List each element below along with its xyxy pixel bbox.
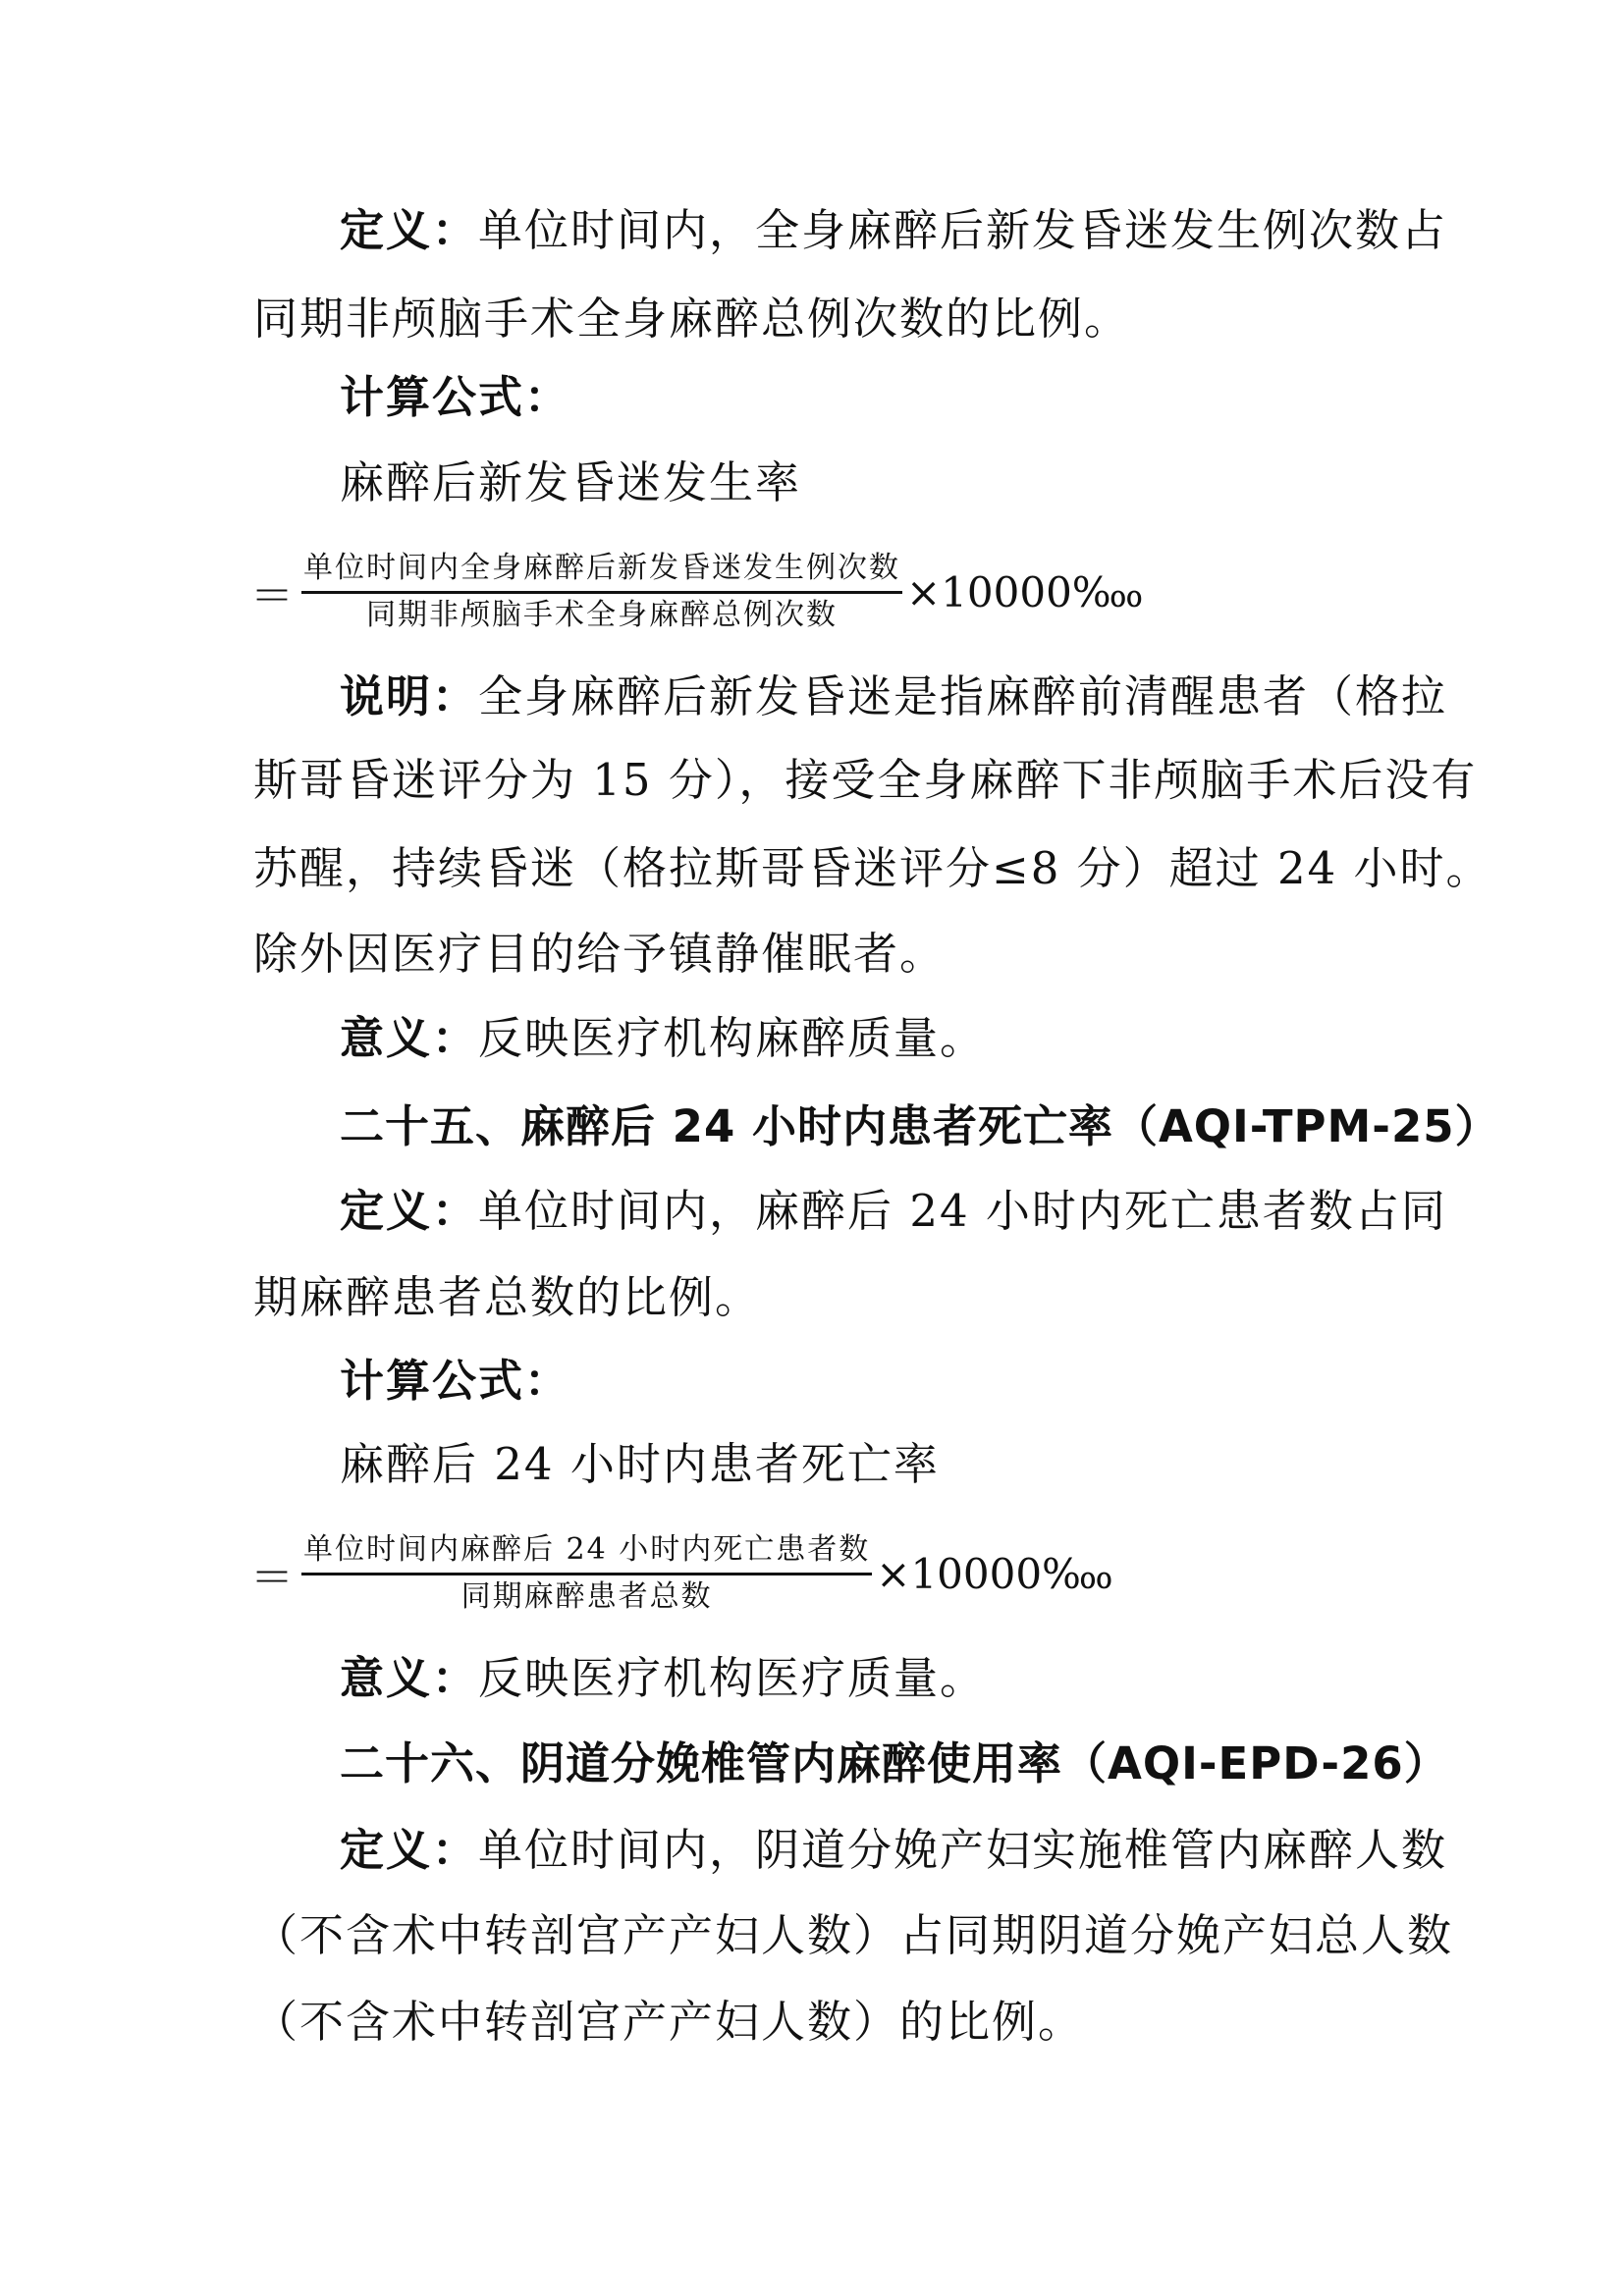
- multiplier: ×10000‱: [906, 567, 1144, 616]
- numerator: 单位时间内全身麻醉后新发昏迷发生例次数: [303, 551, 900, 585]
- formula-name: 麻醉后 24 小时内患者死亡率: [340, 1438, 940, 1490]
- definition-text-line: 期麻醉患者总数的比例。: [253, 1271, 762, 1323]
- equals-sign: ＝: [250, 571, 294, 621]
- fraction-bar: [301, 591, 902, 594]
- definition-text: 单位时间内，阴道分娩产妇实施椎管内麻醉人数: [478, 1824, 1448, 1876]
- equals-sign: ＝: [250, 1553, 294, 1603]
- section-heading: 二十五、麻醉后 24 小时内患者死亡率（AQI-TPM-25）: [340, 1100, 1500, 1152]
- denominator: 同期麻醉患者总数: [460, 1579, 713, 1614]
- fraction: [301, 1530, 872, 1617]
- meaning-label: 意义：: [340, 1652, 479, 1704]
- note-paragraph: [340, 667, 1447, 726]
- meaning-text: 反映医疗机构麻醉质量。: [478, 1012, 987, 1064]
- note-label: 说明：: [340, 670, 479, 722]
- section-heading: 二十六、阴道分娩椎管内麻醉使用率（AQI-EPD-26）: [340, 1737, 1449, 1789]
- formula: [250, 538, 1144, 646]
- meaning-paragraph: [340, 1009, 986, 1068]
- definition-text-line: （不含术中转剖宫产产妇人数）的比例。: [253, 1996, 1085, 2048]
- note-text-line: 苏醒，持续昏迷（格拉斯哥昏迷评分≤8 分）超过 24 小时。: [253, 842, 1492, 894]
- definition-paragraph: [340, 1182, 1447, 1241]
- note-text-line: 斯哥昏迷评分为 15 分），接受全身麻醉下非颅脑手术后没有: [253, 754, 1478, 806]
- multiplier: ×10000‱: [876, 1549, 1113, 1598]
- definition-paragraph: [340, 201, 1447, 260]
- definition-label: 定义：: [340, 1824, 479, 1876]
- denominator: 同期非颅脑手术全身麻醉总例次数: [366, 598, 838, 632]
- note-text: 全身麻醉后新发昏迷是指麻醉前清醒患者（格拉: [478, 670, 1448, 722]
- fraction-bar: [301, 1573, 872, 1575]
- definition-label: 定义：: [340, 1185, 479, 1237]
- definition-text: 单位时间内，麻醉后 24 小时内死亡患者数占同: [478, 1185, 1447, 1237]
- definition-label: 定义：: [340, 204, 479, 256]
- formula: [250, 1520, 1113, 1628]
- fraction: [301, 549, 902, 635]
- meaning-text: 反映医疗机构医疗质量。: [478, 1652, 987, 1704]
- definition-paragraph: [340, 1821, 1447, 1880]
- meaning-label: 意义：: [340, 1012, 479, 1064]
- formula-label: 计算公式：: [340, 371, 571, 423]
- formula-label: 计算公式：: [340, 1355, 571, 1407]
- definition-text-line: 同期非颅脑手术全身麻醉总例次数的比例。: [253, 293, 1131, 345]
- meaning-paragraph: [340, 1649, 986, 1708]
- note-text-line: 除外因医疗目的给予镇静催眠者。: [253, 928, 947, 980]
- formula-name: 麻醉后新发昏迷发生率: [340, 456, 802, 508]
- definition-text-line: （不含术中转剖宫产产妇人数）占同期阴道分娩产妇总人数: [253, 1909, 1454, 1961]
- numerator: 单位时间内麻醉后 24 小时内死亡患者数: [303, 1532, 871, 1567]
- definition-text: 单位时间内，全身麻醉后新发昏迷发生例次数占: [478, 204, 1448, 256]
